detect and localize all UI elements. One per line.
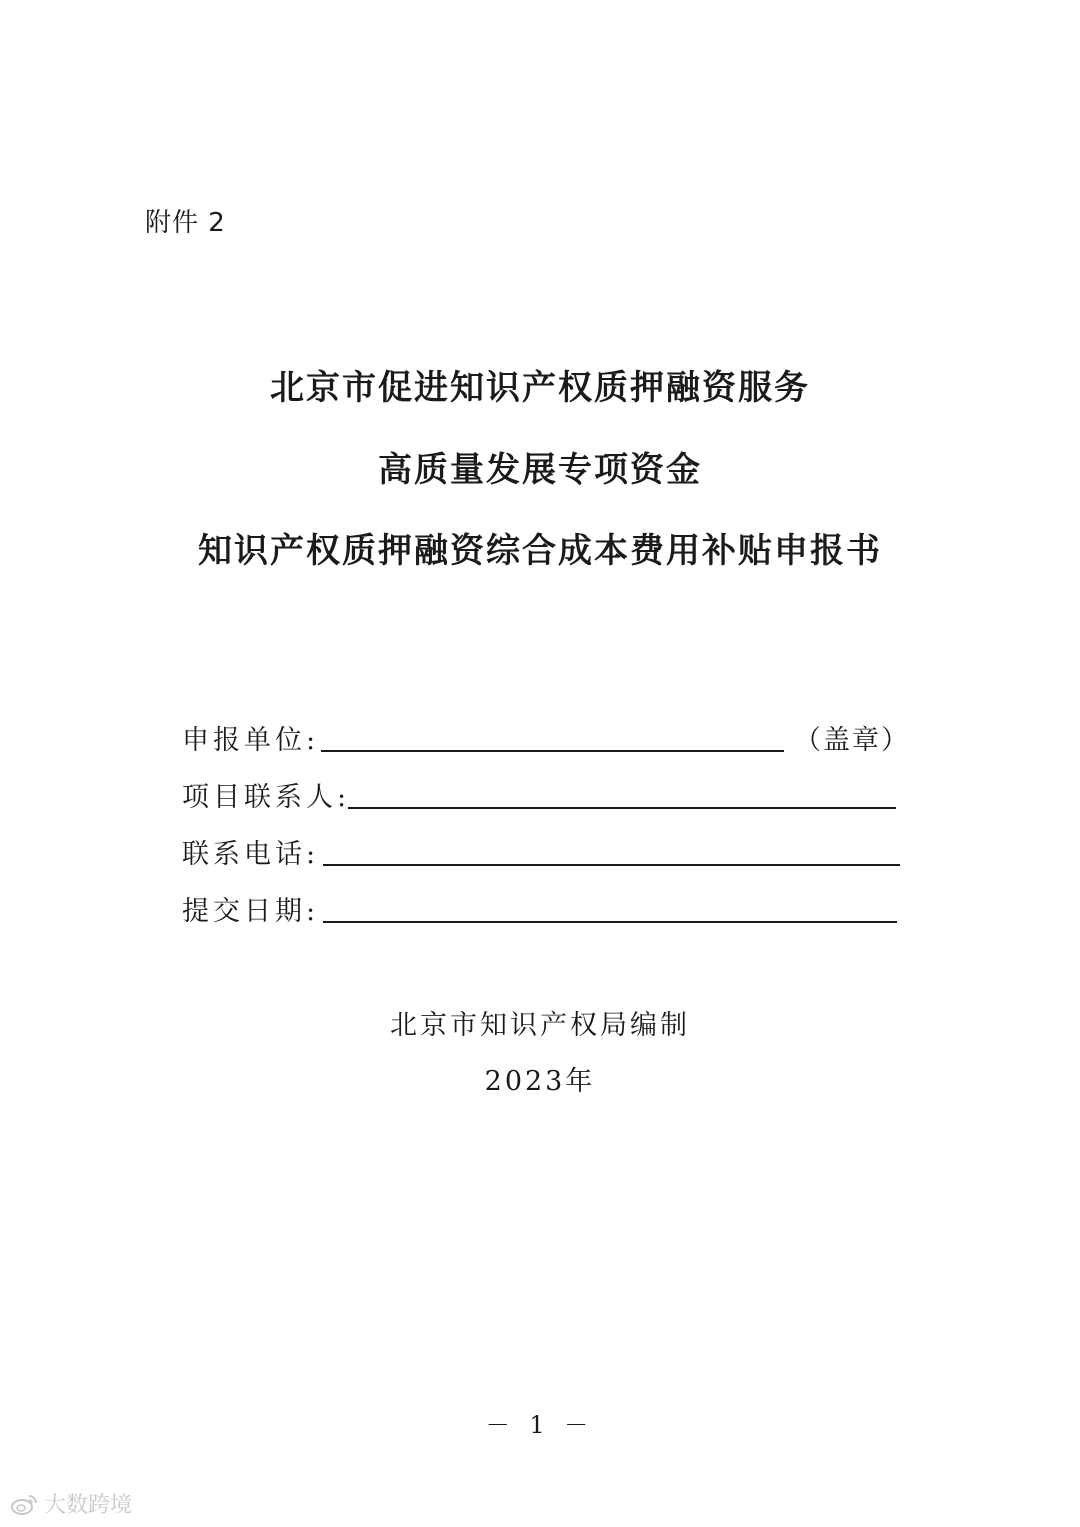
phone-blank-line [323, 864, 900, 866]
contact-label: 项目联系人: [182, 782, 351, 813]
applicant-label: 申报单位: [182, 725, 320, 756]
date-blank-line [323, 921, 897, 923]
contact-blank-line [348, 807, 896, 809]
date-label: 提交日期: [182, 896, 320, 927]
watermark [10, 1488, 132, 1519]
seal-note: （盖章） [794, 725, 910, 756]
attachment-label: 附件 2 [145, 208, 226, 238]
watermark-text: 大数跨境 [44, 1493, 133, 1518]
title-line-3: 知识产权质押融资综合成本费用补贴申报书 [198, 531, 882, 571]
issuer-text: 北京市知识产权局编制 [390, 1010, 690, 1041]
year-text: 2023年 [484, 1066, 596, 1097]
title-line-2: 高质量发展专项资金 [378, 450, 702, 490]
page-number: － 1 － [485, 1411, 595, 1439]
applicant-blank-line [321, 750, 784, 752]
title-line-1: 北京市促进知识产权质押融资服务 [270, 368, 810, 408]
phone-label: 联系电话: [182, 839, 320, 870]
weibo-logo-icon [10, 1493, 38, 1515]
